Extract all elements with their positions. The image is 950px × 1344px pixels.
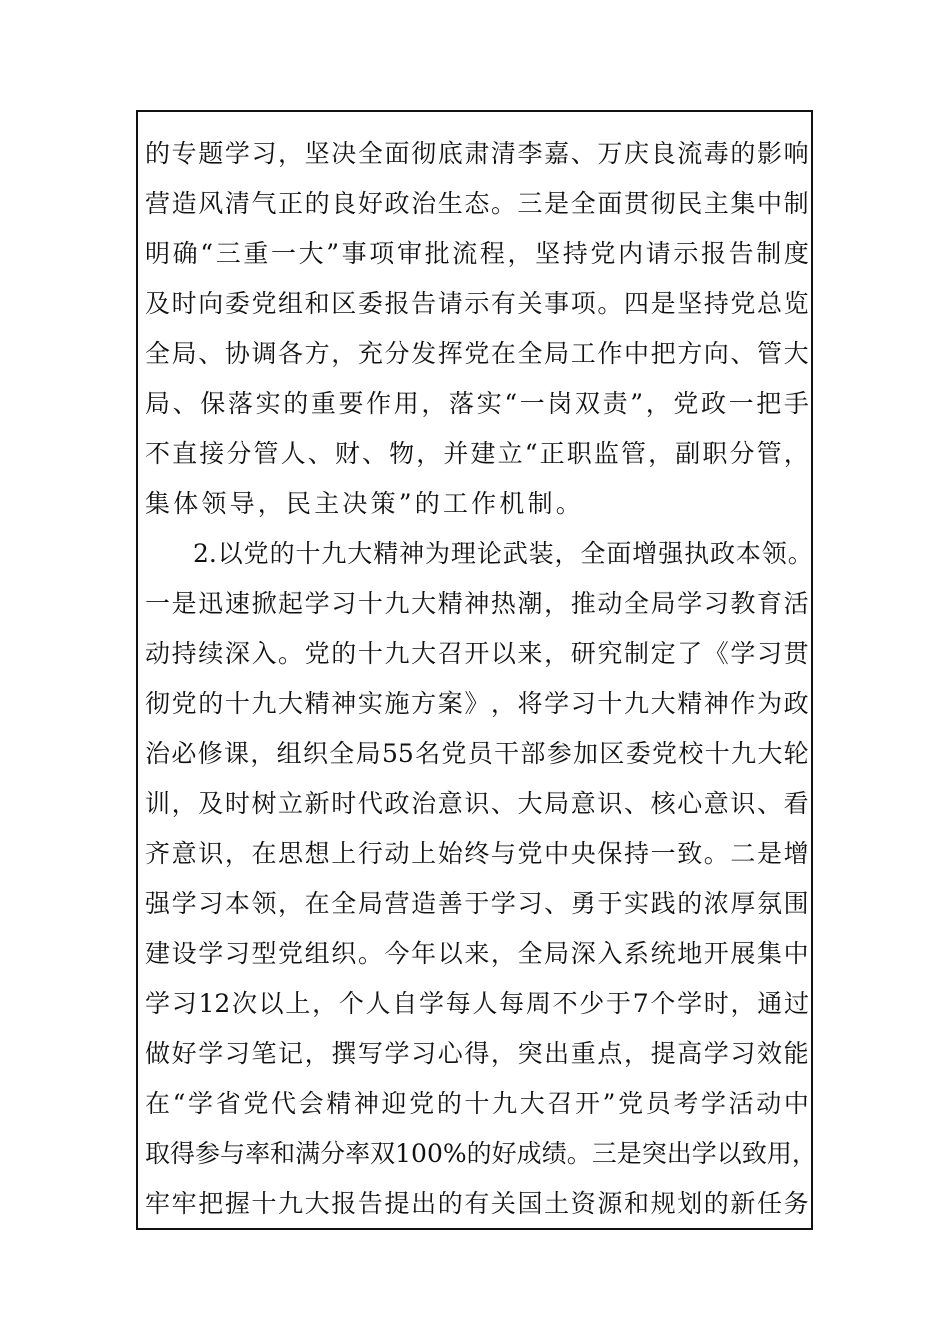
text-line: 彻 党 的 十 九 大 精 神 实 施 方 案 》 ， 将 学 习 十 九 大 精 神 作 为 政 bbox=[145, 689, 809, 718]
text-line: 的 专 题 学 习 ， 坚 决 全 面 彻 底 肃 清 李 嘉 、 万 庆 良 流 毒 的 影 响 bbox=[145, 139, 809, 168]
text-line: 牢 牢 把 握 十 九 大 报 告 提 出 的 有 关 国 土 资 源 和 规 划 的 新 任 务 bbox=[145, 1189, 809, 1218]
text-line: 明 确 “ 三 重 一 大 ” 事 项 审 批 流 程 ， 坚 持 党 内 请 示 报 告 制 度 bbox=[145, 239, 809, 268]
text-line: 建 设 学 习 型 党 组 织 。 今 年 以 来 ， 全 局 深 入 系 统 地 开 展 集 中 bbox=[145, 939, 809, 968]
text-line: 取 得 参 与 率 和 满 分 率 双 100% 的 好 成 绩 。 三 是 突 出 学 以 致 用 ， bbox=[145, 1139, 817, 1168]
text-line: 齐 意 识 ， 在 思 想 上 行 动 上 始 终 与 党 中 央 保 持 一 致 。 二 是 增 bbox=[145, 839, 809, 868]
text-line: 治 必 修 课 ， 组 织 全 局 55 名 党 员 干 部 参 加 区 委 党 校 十 九 大 轮 bbox=[145, 739, 809, 768]
paragraph-heading: 2. 以 党 的 十 九 大 精 神 为 理 论 武 装 ， 全 面 增 强 执 政 本 领 。 bbox=[193, 539, 813, 568]
text-line: 在 “ 学 省 党 代 会 精 神 迎 党 的 十 九 大 召 开 ” 党 员 考 学 活 动 中 bbox=[145, 1089, 809, 1118]
text-line: 集体领导，民主决策”的工作机制。 bbox=[145, 489, 584, 518]
text-line: 做 好 学 习 笔 记 ， 撰 写 学 习 心 得 ， 突 出 重 点 ， 提 高 学 习 效 能 bbox=[145, 1039, 809, 1068]
text-line: 训 ， 及 时 树 立 新 时 代 政 治 意 识 、 大 局 意 识 、 核 心 意 识 、 看 bbox=[145, 789, 809, 818]
text-line: 不 直 接 分 管 人 、 财 、 物 ， 并 建 立 “ 正 职 监 管 ， 副 职 分 管 ， bbox=[145, 439, 809, 468]
text-line: 局 、 保 落 实 的 重 要 作 用 ， 落 实 “ 一 岗 双 责 ” ， 党 政 一 把 手 bbox=[145, 389, 809, 418]
text-line: 强 学 习 本 领 ， 在 全 局 营 造 善 于 学 习 、 勇 于 实 践 的 浓 厚 氛 围 bbox=[145, 889, 809, 918]
text-line: 全 局 、 协 调 各 方 ， 充 分 发 挥 党 在 全 局 工 作 中 把 方 向 、 管 大 bbox=[145, 339, 809, 368]
text-line: 动 持 续 深 入 。 党 的 十 九 大 召 开 以 来 ， 研 究 制 定 了 《 学 习 贯 bbox=[145, 639, 809, 668]
text-line: 学 习 12 次 以 上 ， 个 人 自 学 每 人 每 周 不 少 于 7 个 学 时 ， 通 过 bbox=[145, 989, 809, 1018]
text-line: 一 是 迅 速 掀 起 学 习 十 九 大 精 神 热 潮 ， 推 动 全 局 学 习 教 育 活 bbox=[145, 589, 809, 618]
text-line: 营 造 风 清 气 正 的 良 好 政 治 生 态 。 三 是 全 面 贯 彻 民 主 集 中 制 bbox=[145, 189, 809, 218]
text-line: 及 时 向 委 党 组 和 区 委 报 告 请 示 有 关 事 项 。 四 是 坚 持 党 总 览 bbox=[145, 289, 809, 318]
